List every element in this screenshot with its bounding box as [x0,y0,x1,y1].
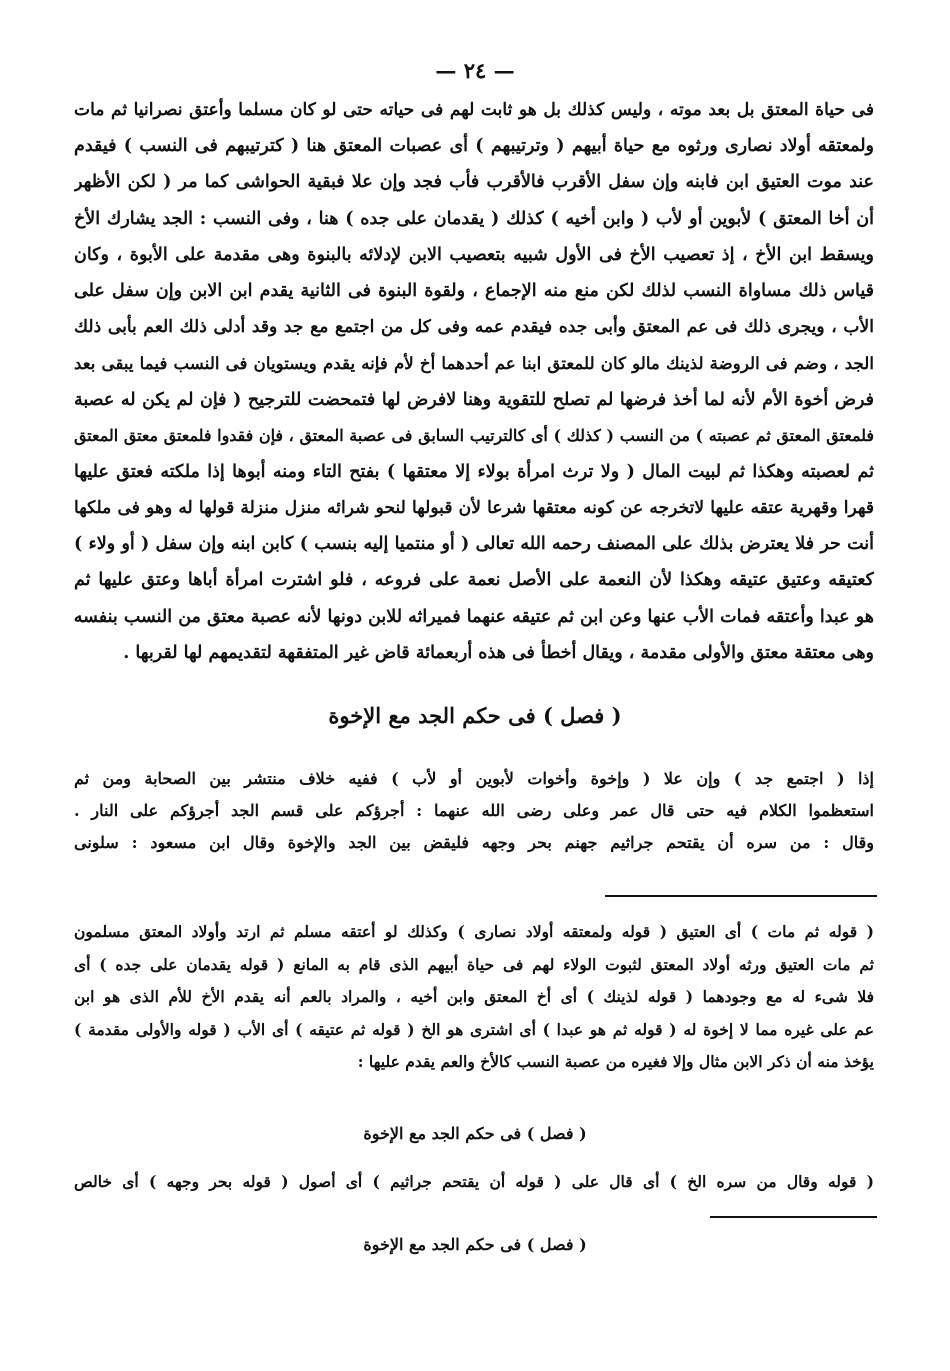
section-heading: ( فصل ) فى حكم الجد مع الإخوة [328,703,622,728]
footnote-line: يؤخذ منه أن ذكر الابن مثال وإلا فغيره من عصبة النسب كالأخ والعم يقدم عليها : [357,1052,874,1071]
footnote-line: ( قوله وقال من سره الخ ) أى قال على ( قوله أن يقتحم جراثيم ) أى أصول ( قوله بحر وجهه ) أى خالص [74,1172,874,1191]
footnote-line: ( قوله ثم مات ) أى العتيق ( قوله ولمعتقه أولاد نصارى ) وكذلك لو أعتقه مسلم ثم ارتد وأولاد المعتق مسلمون [74,922,874,941]
footnote-divider [605,895,877,897]
secondary-section-heading: ( فصل ) فى حكم الجد مع الإخوة [363,1235,587,1254]
main-text-line: أنت حر فلا يعترض بذلك على المصنف رحمه الله تعالى ( أو منتميا إليه بنسب ) كابن ابنه وإن سفل ( أو ولاء ) [74,534,874,555]
section-text-line: وقال : من سره أن يقتحم جراثيم جهنم بحر وجهه فليقض بين الجد والإخوة وقال ابن مسعود : سلونى [74,833,874,852]
main-text-line: أن أخا المعتق ) لأبوين أو لأب ( وابن أخيه ) كذلك ( يقدمان على جده ) هنا ، وفى النسب : الجد يشارك الأخ [74,208,874,229]
footnotes-block [74,916,874,1079]
main-text-line: قهرا وقهرية عتقه عليها لاتخرجه عن كونه معتقها شرعا لأن قبولها لنحو شرائه منزل منزلة قولها له وهو فى ملكها [74,498,874,519]
main-text-line: فى حياة المعتق بل بعد موته ، وليس كذلك بل هو ثابت لهم فى حياته حتى لو كان مسلما وأعتق نصرانيا ثم مات [74,100,874,120]
main-text-line: الجد ، وضم فى الروضة لذينك مالو كان للمعتق ابنا عم أحدهما أخ لأم فإنه يقدم ويستويان فى النسب فيما يبقى بعد [74,353,874,374]
secondary-divider [710,1216,877,1218]
main-text-line: فرض أخوة الأم لأنه لما أخذ فرضها لم تصلح للتقوية وهنا لافرض لها فتمحضت للترجيح ( فإن لم يكن له عصبة [74,389,874,410]
main-text-line: كعتيقه وعتيق عتيقه وهكذا لأن النعمة على الأصل نعمة على فروعه ، فلو اشترت امرأة أباها وعتق عليها ثم [74,570,874,591]
main-text-line: فلمعتق المعتق ثم عصبته ) من النسب ( كذلك ) أى كالترتيب السابق فى عصبة المعتق ، فإن فقدوا فلمعتق معتق المعتق [74,425,874,445]
section-text-line: إذا ( اجتمع جد ) وإن علا ( وإخوة وأخوات لأبوين أو لأب ) ففيه خلاف منتشر بين الصحابة ومن ثم [74,769,874,788]
section-text-line: استعظموا الكلام فيه حتى قال عمر وعلى رضى الله عنهما : أجرؤكم على قسم الجد أجرؤكم على النار . [74,801,874,820]
main-text-block [74,92,874,671]
page-number: — ٢٤ — [435,58,515,83]
footnote-section-heading: ( فصل ) فى حكم الجد مع الإخوة [363,1124,587,1143]
footnotes-continued [74,1166,874,1198]
footnote-line: ثم مات العتيق ورثه أولاد المعتق لثبوت الولاء لهم فى حياة أبيهم الذى قام به المانع ( قوله يقدمان على جده ) أى [74,954,874,974]
main-text-line: قياس ذلك مساواة النسب لذلك لكن منع منه الإجماع ، ولقوة البنوة فى الثانية يقدم ابن الابن وإن سفل على [74,280,874,301]
footnote-line: فلا شىء له مع وجودهما ( قوله لذينك ) أى أخ المعتق وابن أخيه ، والمراد بالعم أنه يقدم الأخ للأم الذى هو ابن [74,987,874,1006]
main-text-line: عند موت العتيق ابن فابنه وإن سفل الأقرب فالأقرب فأب فجد وإن علا فبقية الحواشى كما مر ( لكن الأظهر [74,172,874,193]
main-text-line: الأب ، ويجرى ذلك فى عم المعتق وأبى جده فيقدم عمه وفى كل من اجتمع مع جد وقد أدلى ذلك العم بأبى ذلك [74,317,874,338]
main-text-line: هو عبدا وأعتقه فمات الأب عنها وعن ابن ثم عتيقه عنهما فميراثه للابن دونها لأنه عصبة معتق من النسب بنفسه [74,606,874,627]
section-text-block [74,763,874,859]
main-text-line: ويسقط ابن الأخ ، إذ تعصيب الأخ فى الأول شبيه بتعصيب الابن لإدلائه بالبنوة وهى مقدمة على الأبوة ، وكان [74,244,874,265]
footnote-line: عم على غيره مما لا إخوة له ( قوله ثم هو عبدا ) أى اشترى هو الخ ( قوله ثم عتيقه ) أى الأب ( قوله والأولى مقدمة ) [74,1019,874,1039]
main-text-line: وهى معتقة معتق والأولى مقدمة ، ويقال أخطأ فى هذه أربعمائة قاض غير المتفقهة لتقديمهم لها لقربها . [123,642,874,663]
main-text-line: ثم لعصبته وهكذا ثم لبيت المال ( ولا ترث امرأة بولاء إلا معتقها ) بفتح التاء ومنه أبوها إذا ملكته فعتق عليها [74,461,874,482]
main-text-line: ولمعتقه أولاد نصارى ورثوه مع حياة أبيهم ( وترتيبهم ) أى عصبات المعتق هنا ( كترتيبهم فى النسب ) فيقدم [74,136,874,157]
